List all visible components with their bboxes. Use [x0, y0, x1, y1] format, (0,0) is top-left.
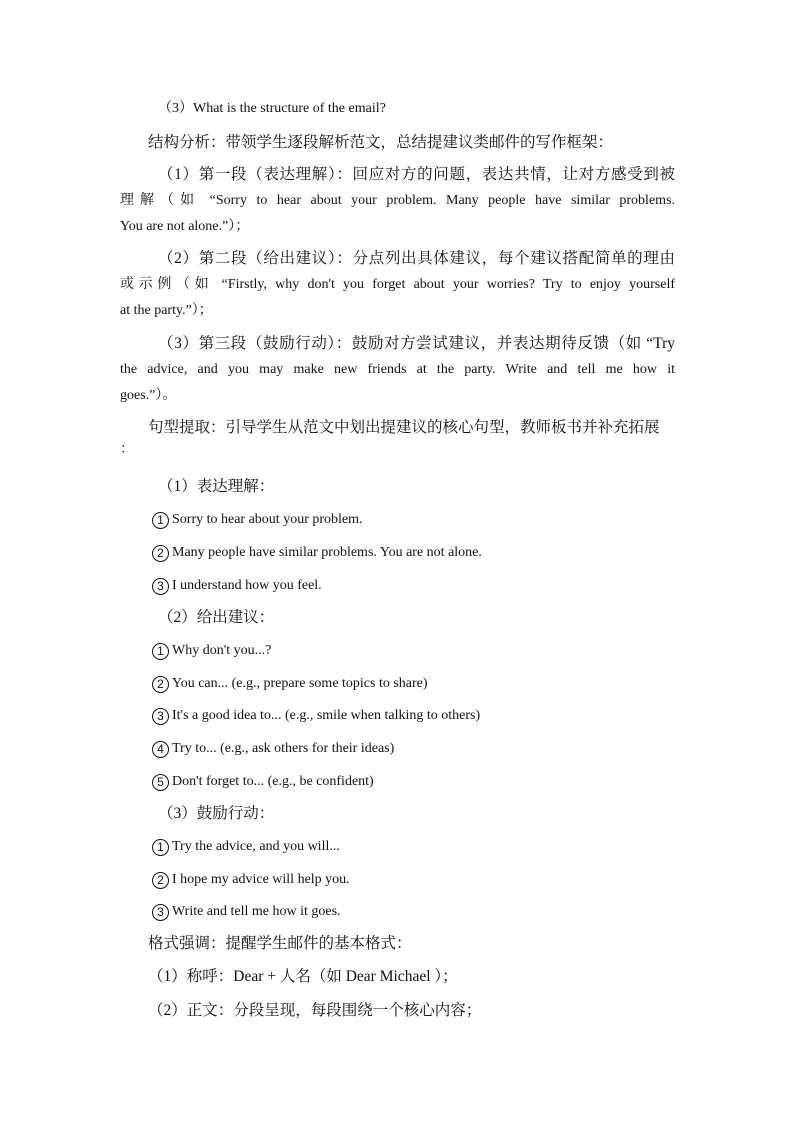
group-2-title: （2）给出建议：	[158, 609, 275, 626]
paragraph-1-line-1: （1）第一段（表达理解）：回应对方的问题，表达共情，让对方感受到被	[158, 166, 675, 183]
group-3-title: （3）鼓励行动：	[158, 805, 275, 822]
circled-number: 3	[152, 904, 169, 921]
list-item-text: I understand how you feel.	[172, 578, 322, 593]
paragraph-3-line-2: the advice, and you may make new friends at the party. Write and tell me how it	[120, 362, 675, 377]
paragraph-1-line-3: You are not alone.”）；	[120, 219, 250, 234]
list-item-text: You can... (e.g., prepare some topics to share)	[172, 676, 428, 691]
paragraph-2-line-1: （2）第二段（给出建议）：分点列出具体建议，每个建议搭配简单的理由	[158, 250, 675, 267]
list-item-text: Don't forget to... (e.g., be confident)	[172, 774, 374, 789]
circled-number: 3	[152, 708, 169, 725]
list-item	[152, 769, 707, 795]
paragraph-3-line-3: goes.”）。	[120, 388, 177, 403]
sentence-patterns-heading-tail: ：	[120, 442, 134, 457]
list-item	[152, 867, 707, 893]
paragraph-1-line-2: 理解（如 “Sorry to hear about your problem. Many people have similar problems.	[120, 193, 675, 208]
circled-number: 1	[152, 512, 169, 529]
circled-number: 2	[152, 872, 169, 889]
list-item	[152, 638, 707, 664]
structure-analysis-heading: 结构分析：带领学生逐段解析范文，总结提建议类邮件的写作框架：	[148, 134, 614, 151]
list-item	[152, 540, 707, 566]
circled-number: 1	[152, 839, 169, 856]
circled-number: 2	[152, 676, 169, 693]
list-item	[152, 899, 707, 925]
list-item	[152, 834, 707, 860]
format-salutation: （1）称呼：Dear + 人名（如 Dear Michael ）；	[148, 968, 458, 985]
format-heading: 格式强调：提醒学生邮件的基本格式：	[148, 935, 412, 952]
list-item	[152, 507, 707, 533]
list-item-text: Sorry to hear about your problem.	[172, 512, 363, 527]
paragraph-3-line-1: （3）第三段（鼓励行动）：鼓励对方尝试建议，并表达期待反馈（如 “Try	[158, 335, 675, 352]
list-item-text: It's a good idea to... (e.g., smile when talking to others)	[172, 708, 481, 723]
circled-number: 5	[152, 774, 169, 791]
group-1-title: （1）表达理解：	[158, 478, 275, 495]
circled-number: 4	[152, 741, 169, 758]
list-item-text: Try to... (e.g., ask others for their ideas)	[172, 741, 395, 756]
list-item-text: Write and tell me how it goes.	[172, 904, 341, 919]
circled-number: 2	[152, 545, 169, 562]
sentence-patterns-heading: 句型提取：引导学生从范文中划出提建议的核心句型，教师板书并补充拓展	[148, 419, 660, 436]
list-item-text: I hope my advice will help you.	[172, 872, 350, 887]
format-body: （2）正文：分段呈现，每段围绕一个核心内容；	[148, 1002, 482, 1019]
list-item	[152, 671, 707, 697]
circled-number: 3	[152, 578, 169, 595]
list-item-text: Try the advice, and you will...	[172, 839, 340, 854]
list-item-text: Why don't you...?	[172, 643, 272, 658]
circled-number: 1	[152, 643, 169, 660]
list-item-text: Many people have similar problems. You are not alone.	[172, 545, 482, 560]
question-3: （3）What is the structure of the email?	[158, 101, 386, 116]
paragraph-2-line-3: at the party.”）；	[120, 303, 213, 318]
paragraph-2-line-2: 或示例（如 “Firstly, why don't you forget about your worries? Try to enjoy yourself	[120, 277, 675, 292]
list-item	[152, 736, 707, 762]
list-item	[152, 703, 707, 729]
list-item	[152, 573, 707, 599]
